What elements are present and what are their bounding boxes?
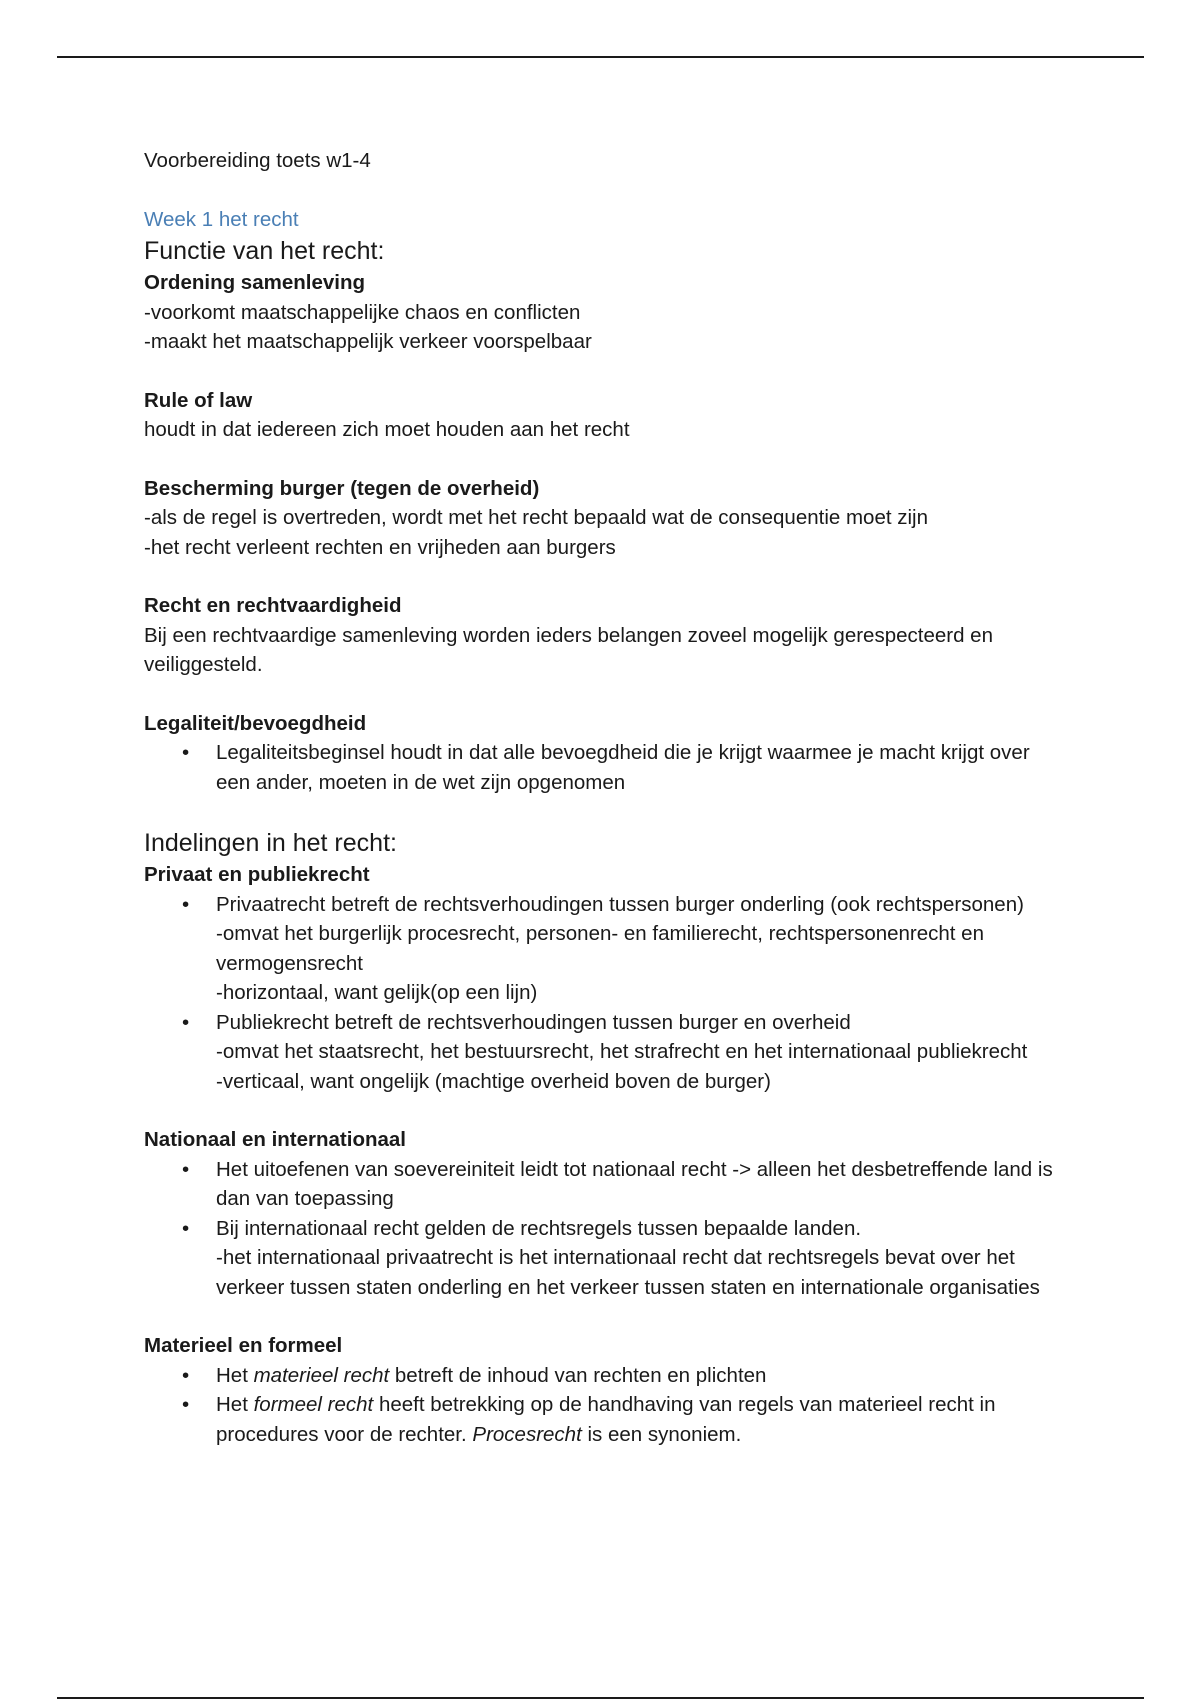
subheading-nationaal: Nationaal en internationaal [144,1128,406,1151]
bescherming-line: -het recht verleent rechten en vrijheden aan burgers [144,535,616,559]
list-item: • Legaliteitsbeginsel houdt in dat alle bevoegdheid die je krijgt waarmee je macht krijgt over een ander, moeten in de wet zijn opgenomen [144,738,1064,797]
rule-of-law-text: houdt in dat iedereen zich moet houden aan het recht [144,418,630,441]
materieel-list [144,1361,1064,1450]
publiek-bullet-sub: -verticaal, want ongelijk (machtige overheid boven de burger) [216,1069,771,1093]
subheading-rule-of-law: Rule of law [144,388,253,412]
section-heading-indelingen: Indelingen in het recht: [144,829,397,857]
list-item [144,1390,1064,1449]
publiek-bullet-text: • Publiekrecht betreft de rechtsverhoudingen tussen burger en overheid [216,1010,851,1034]
privaat-list [144,890,1064,1097]
privaat-bullet-sub: -omvat het burgerlijk procesrecht, personen- en familierecht, rechtspersonenrecht en vermogensrecht [216,922,984,975]
internationaal-bullet-text: • Bij internationaal recht gelden de rechtsregels tussen bepaalde landen. [216,1216,862,1240]
subheading-bescherming: Bescherming burger (tegen de overheid) [144,476,540,500]
emphasis-term: formeel recht [253,1393,374,1416]
ordening-line: -maakt het maatschappelijk verkeer voorspelbaar [144,330,592,353]
internationaal-bullet-sub: -het internationaal privaatrecht is het internationaal recht dat rechtsregels bevat over het verkeer tussen staten onderling en het verkeer tussen staten en internationale organisaties [216,1246,1040,1299]
bottom-rule [57,1697,1144,1699]
text-run: betreft de inhoud van rechten en plichten [389,1363,767,1387]
text-run: is een synoniem. [581,1422,742,1446]
text-run: Het [216,1363,254,1387]
subheading-materieel: Materieel en formeel [144,1334,343,1357]
text-run: heeft betrekking op de handhaving van regels van materieel recht in procedures voor de rechter. [216,1393,996,1446]
list-item [144,1214,1064,1303]
legaliteit-list [144,738,1064,797]
subheading-legaliteit: Legaliteit/bevoegdheid [144,711,367,735]
publiek-bullet-sub: -omvat het staatsrecht, het bestuursrecht, het strafrecht en het internationaal publiekrecht [216,1040,1028,1063]
text-run: Het [216,1393,254,1416]
privaat-bullet-text: • Privaatrecht betreft de rechtsverhoudingen tussen burger onderling (ook rechtspersonen) [216,892,1024,916]
emphasis-term: materieel recht [253,1363,390,1387]
week-heading: Week 1 het recht [144,207,299,231]
list-item [144,1008,1064,1097]
subheading-rechtvaardigheid: Recht en rechtvaardigheid [144,594,402,617]
privaat-bullet-sub: -horizontaal, want gelijk(op een lijn) [216,981,538,1004]
subheading-privaat: Privaat en publiekrecht [144,863,370,886]
list-item [144,1361,1064,1391]
doc-title: Voorbereiding toets w1-4 [144,149,371,172]
bescherming-line: -als de regel is overtreden, wordt met het recht bepaald wat de consequentie moet zijn [144,506,928,529]
nationaal-list [144,1155,1064,1303]
list-item: • Het uitoefenen van soevereiniteit leidt tot nationaal recht -> alleen het desbetreffende land is dan van toepassing [144,1155,1064,1214]
list-item [144,890,1064,1008]
emphasis-term: Procesrecht [472,1422,582,1446]
top-rule [57,56,1144,58]
subheading-ordening: Ordening samenleving [144,271,365,294]
section-heading-functie: Functie van het recht: [144,237,385,265]
rechtvaardigheid-text: Bij een rechtvaardige samenleving worden ieders belangen zoveel mogelijk gerespecteerd en veiliggesteld. [144,623,993,676]
ordening-line: -voorkomt maatschappelijke chaos en conflicten [144,300,581,324]
document-body [144,146,1064,1449]
